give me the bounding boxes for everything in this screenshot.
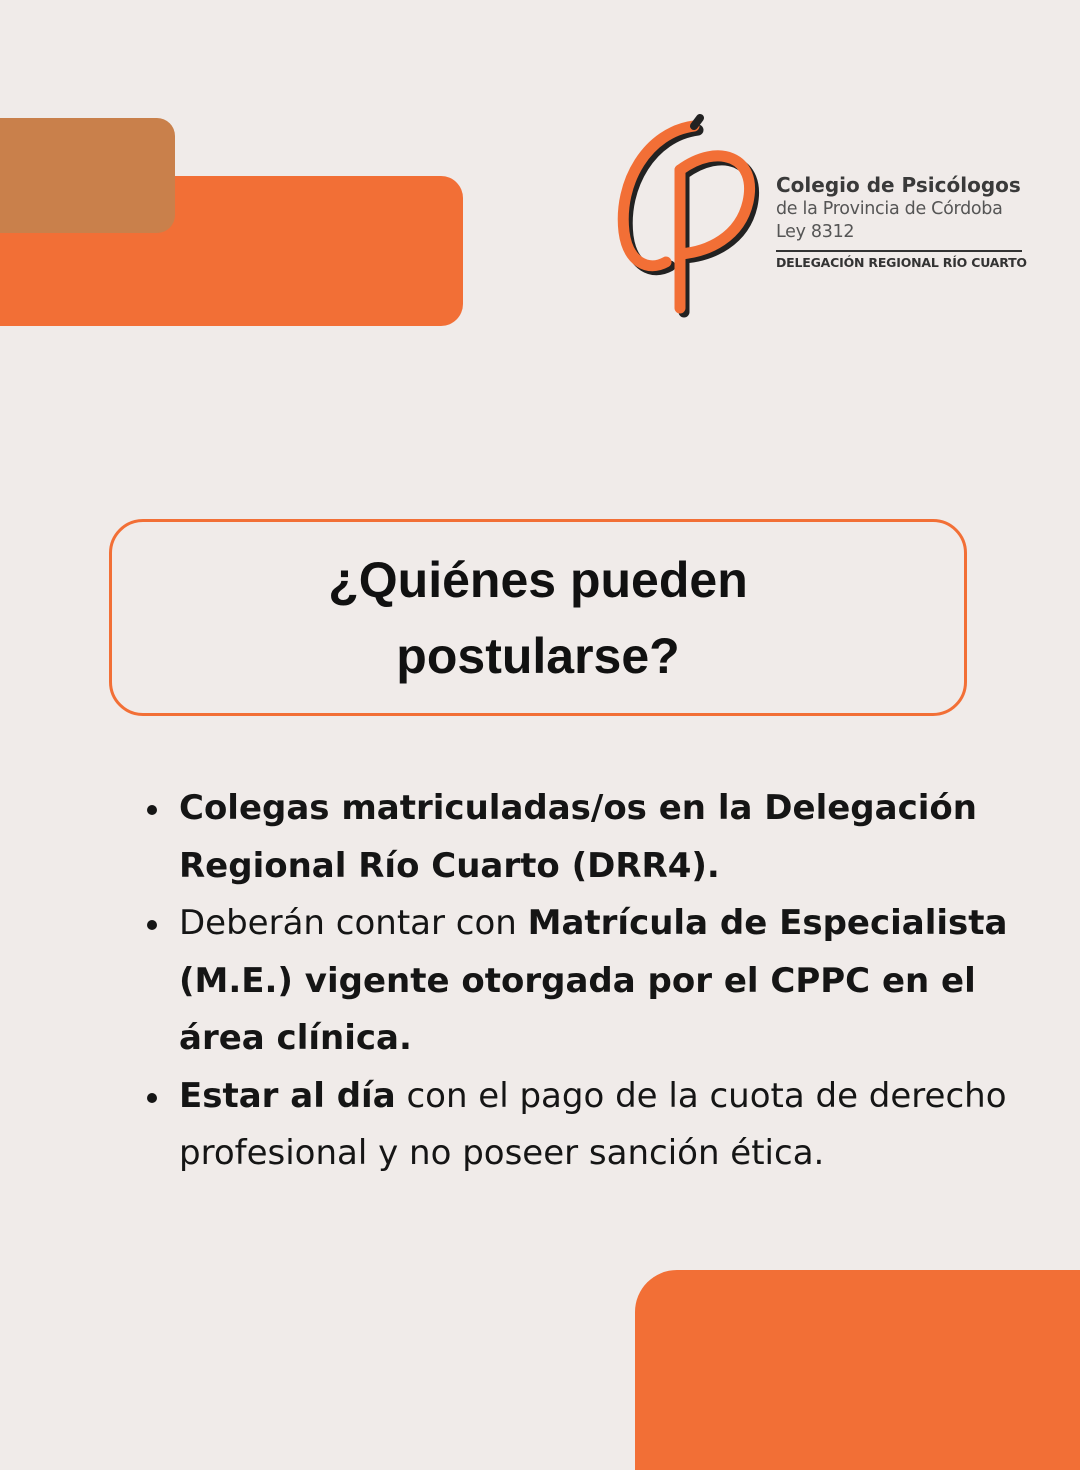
item-bold-text: Colegas matriculadas/os en la Delegación Regional Río Cuarto (DRR4). xyxy=(179,788,977,886)
list-item xyxy=(179,895,1019,1068)
title-box xyxy=(109,519,967,716)
list-item xyxy=(179,780,1019,895)
logo-delegation: DELEGACIÓN REGIONAL RÍO CUARTO xyxy=(776,255,1027,270)
item-bold-text: Estar al día xyxy=(179,1075,396,1116)
organization-logo xyxy=(608,112,1038,322)
logo-text-block xyxy=(776,172,1027,274)
list-item xyxy=(179,1068,1019,1183)
bullet-icon xyxy=(147,920,157,930)
decorative-orange-block-bottom xyxy=(635,1270,1080,1470)
logo-law: Ley 8312 xyxy=(776,222,855,242)
decorative-tan-block xyxy=(0,118,175,233)
bullet-icon xyxy=(147,805,157,815)
item-text: con el pago de la cuota de derecho profesional y no poseer sanción ética. xyxy=(179,1075,1007,1173)
logo-organization-name: Colegio de Psicólogos xyxy=(776,173,1021,197)
item-bold-text: Matrícula de Especialista (M.E.) vigente otorgada por el CPPC en el área clínica. xyxy=(179,903,1008,1058)
item-text: Deberán contar con xyxy=(179,903,528,943)
requirements-list xyxy=(179,780,1019,1183)
page-title: ¿Quiénes pueden postularse? xyxy=(328,551,748,684)
logo-province: de la Provincia de Córdoba xyxy=(776,199,1003,219)
cp-monogram-icon xyxy=(608,112,768,322)
bullet-icon xyxy=(147,1093,157,1103)
